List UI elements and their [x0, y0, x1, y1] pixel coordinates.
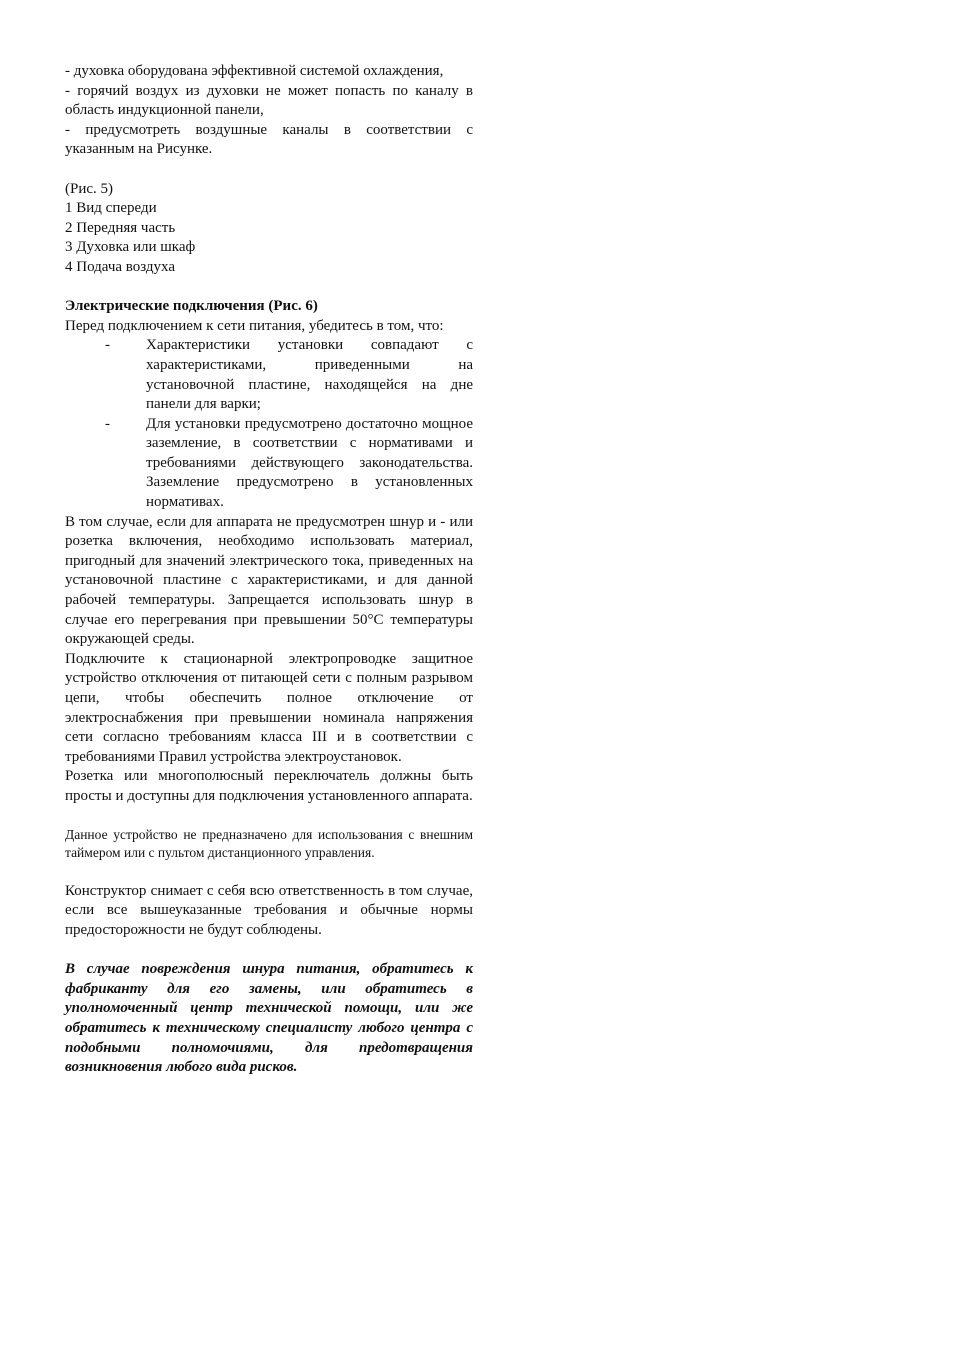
paragraph-protection: Подключите к стационарной электропроводке защитное устройство отключения от питающей сети с полным разрывом цепи, чтобы обеспечить полное отключение от электроснабжения при превышении номинала напряжения сети согласно требованиям класса III и в соответствии с требованиями Правил устройства электроустановок. [65, 650, 473, 765]
liability-paragraph: Конструктор снимает с себя всю ответственность в том случае, если все вышеуказанные требования и обычные нормы предосторожности не будут соблюдены. [65, 882, 473, 938]
intro-item: - духовка оборудована эффективной системой охлаждения, [65, 63, 444, 79]
bullet-item [65, 336, 473, 414]
figure-legend-item: 4 Подача воздуха [65, 258, 176, 275]
figure-caption: (Рис. 5) [65, 180, 114, 197]
paragraph-cord: В том случае, если для аппарата не предусмотрен шнур и - или розетка включения, необходимо использовать материал, пригодный для значений электрического тока, приведенных на установочной пластине с характеристиками, и для данной рабочей температуры. Запрещается использовать шнур в случае его перегревания при превышении 50°С температуры окружающей среды. [65, 513, 473, 648]
figure-legend-item: 3 Духовка или шкаф [65, 239, 196, 256]
timer-note: Данное устройство не предназначено для использования с внешним таймером или с пультом дистанционного управления. [65, 827, 473, 861]
section-heading: Электрические подключения (Рис. 6) [65, 298, 318, 315]
figure-legend-item: 2 Передняя часть [65, 219, 176, 236]
spacer [65, 862, 473, 882]
bullet-dash: - [105, 337, 110, 354]
intro-item: - предусмотреть воздушные каналы в соответствии с указанным на Рисунке. [65, 121, 473, 158]
figure-legend-item: 1 Вид спереди [65, 200, 157, 217]
bullet-item [65, 415, 473, 513]
section-lead: Перед подключением к сети питания, убедитесь в том, что: [65, 317, 444, 334]
bullet-text: Характеристики установки совпадают с характеристиками, приведенными на установочной пластине, находящейся на дне панели для варки; [146, 337, 473, 413]
bullet-text: Для установки предусмотрено достаточно мощное заземление, в соответствии с нормативами и требованиями действующего законодательства. Заземление предусмотрено в установленных нормативах. [146, 415, 473, 511]
spacer [65, 941, 473, 961]
cord-warning: В случае повреждения шнура питания, обратитесь к фабриканту для его замены, или обратитесь в уполномоченный центр технической помощи, или же обратитесь к техническому специалисту любого центра с подобными полномочиями, для предотвращения возникновения любого вида рисков. [65, 961, 473, 1076]
bullet-dash: - [105, 415, 110, 432]
intro-item: - горячий воздух из духовки не может попасть по каналу в область индукционной панели, [65, 82, 473, 119]
spacer [65, 807, 473, 827]
text-column [65, 62, 473, 1078]
spacer [65, 278, 473, 298]
paragraph-socket: Розетка или многополюсный переключатель должны быть просты и доступны для подключения установленного аппарата. [65, 768, 473, 804]
spacer [65, 160, 473, 180]
